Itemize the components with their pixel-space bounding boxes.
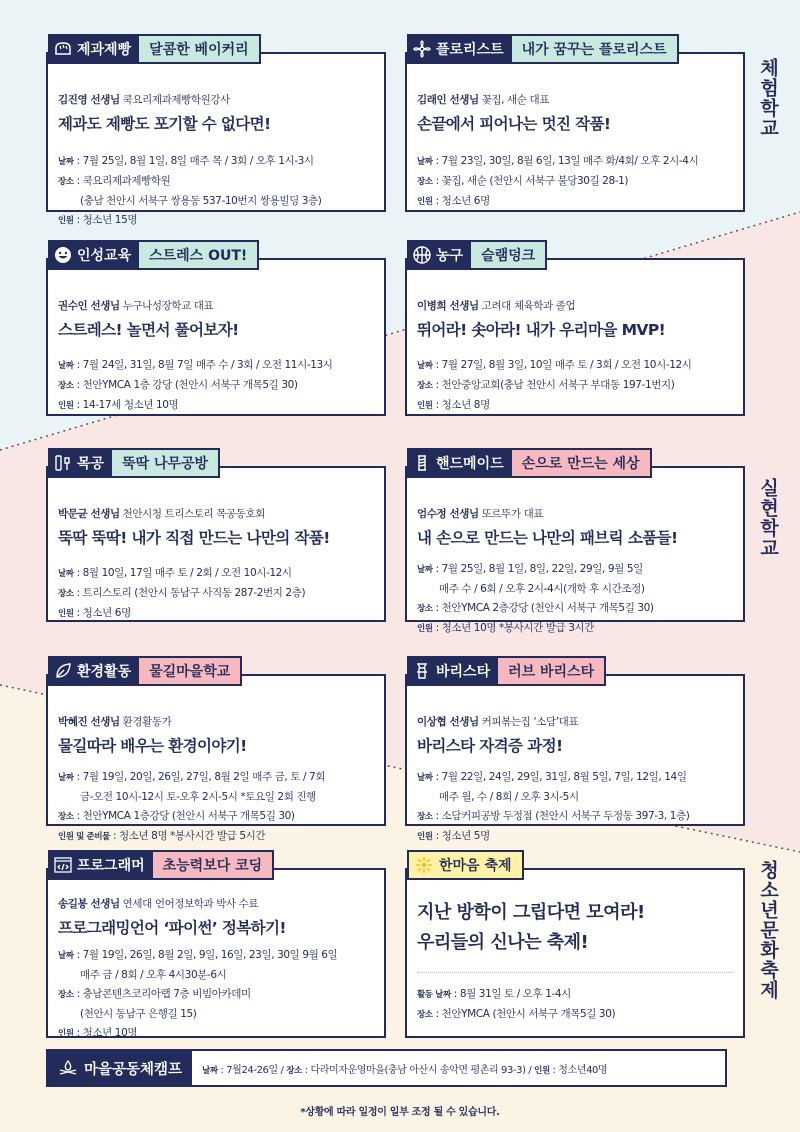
card-headline: 바리스타 자격증 과정! bbox=[417, 737, 563, 755]
card-tab bbox=[48, 34, 261, 64]
card-headline: 제과도 제빵도 포기할 수 없다면! bbox=[58, 115, 271, 133]
campfire-icon bbox=[58, 1059, 78, 1077]
camp-place: 다라미자운영마을(충남 아산시 송악면 평촌리 93-3) bbox=[310, 1064, 526, 1076]
card-people: 청소년 6명 bbox=[82, 607, 131, 619]
coffee-grinder-icon bbox=[413, 662, 431, 680]
card-date: 7월 25일, 8월 1일, 8일, 22일, 29일, 9월 5일 bbox=[441, 563, 643, 575]
instructor-name: 김래인 선생님 bbox=[417, 94, 479, 106]
program-card-character-education: 인성교육 스트레스 OUT! 권수인 선생님 누구나성장학교 대표 스트레스! 놀면서 풀어보자! 날짜 : 7월 24일, 31일, 8월 7일 매주 수 / 3회 / 오전 11시-13시 장소 : 천안YMCA 1층 강당 (천안시 서북구 개목5길 30) 인원 : 14-17세 청소년 10명 bbox=[46, 258, 386, 416]
festival-tab bbox=[407, 850, 524, 880]
card-category: 인성교육 bbox=[77, 248, 132, 264]
side-label-youth-festival: 청소년문화축제 bbox=[757, 860, 779, 1000]
card-title: 스트레스 OUT! bbox=[139, 240, 259, 270]
instructor-name: 권수인 선생님 bbox=[58, 300, 120, 312]
place-label: 장소 bbox=[58, 381, 74, 391]
instructor-name: 이병희 선생님 bbox=[417, 300, 479, 312]
card-date: 7월 23일, 30일, 8월 6일, 13일 매주 화/4회/ 오후 2시-4시 bbox=[441, 155, 699, 167]
camp-people: 청소년40명 bbox=[558, 1064, 608, 1076]
date-label: 날짜 bbox=[417, 773, 433, 783]
card-category: 환경활동 bbox=[77, 664, 132, 680]
program-card-handmade: 핸드메이드 손으로 만드는 세상 엄수정 선생님 또르뚜가 대표 내 손으로 만드는 나만의 패브릭 소품들! 날짜 : 7월 25일, 8월 1일, 8일, 22일, 29일, 9월 5일 매주 수 / 6회 / 오후 2시-4시(개학 후 시간조정) 장소 : 천안YMCA 2층강당 (천안시 서북구 개목5길 30) 인원 : 청소년 10명 *봉사시간 발급 3시간 bbox=[405, 466, 745, 622]
card-tab bbox=[407, 34, 679, 64]
card-title: 러브 바리스타 bbox=[498, 656, 606, 686]
people-label: 인원 bbox=[534, 1065, 550, 1076]
date-label: 날짜 bbox=[58, 569, 74, 579]
camp-date: 7월24-26일 bbox=[226, 1064, 278, 1076]
date-label: 날짜 bbox=[58, 157, 74, 167]
card-tab bbox=[48, 850, 274, 880]
people-label: 인원 bbox=[58, 1029, 74, 1039]
festival-headline-1: 지난 방학이 그립다면 모여라! bbox=[417, 902, 645, 923]
card-headline: 손끝에서 피어나는 멋진 작품! bbox=[417, 115, 611, 133]
place-label: 장소 bbox=[58, 812, 74, 822]
card-date: 7월 19일, 26일, 8월 2일, 9일, 16일, 23일, 30일 9월 6일 bbox=[82, 949, 338, 961]
date-label: 날짜 bbox=[417, 565, 433, 575]
card-category: 핸드메이드 bbox=[436, 456, 504, 472]
program-card-florist: 플로리스트 내가 꿈꾸는 플로리스트 김래인 선생님 꽃집, 새순 대표 손끝에서 피어나는 멋진 작품! 날짜 : 7월 23일, 30일, 8월 6일, 13일 매주 화/4회/ 오후 2시-4시 장소 : 꽃집, 새순 (천안시 서북구 불당30길 28-1) 인원 : 청소년 6명 bbox=[405, 52, 745, 212]
card-people: 청소년 5명 bbox=[441, 830, 490, 842]
place-label: 장소 bbox=[417, 381, 433, 391]
card-date: 8월 10일, 17일 매주 토 / 2회 / 오전 10시-12시 bbox=[82, 567, 292, 579]
card-title: 슬램덩크 bbox=[471, 240, 547, 270]
place-label: 장소 bbox=[58, 177, 74, 187]
card-people: 청소년 10명 bbox=[82, 1027, 138, 1039]
card-headline: 뛰어라! 솟아라! 내가 우리마을 MVP! bbox=[417, 321, 666, 339]
side-label-experience: 체험학교 bbox=[757, 58, 779, 138]
instructor-affiliation: 커피볶는집 ‘소담’대표 bbox=[481, 716, 579, 728]
wood-tools-icon bbox=[54, 454, 72, 472]
card-tab bbox=[48, 448, 220, 478]
card-category: 플로리스트 bbox=[436, 42, 504, 58]
date-label: 날짜 bbox=[58, 361, 74, 371]
card-people: 청소년 10명 *봉사시간 발급 3시간 bbox=[441, 622, 594, 634]
card-headline: 물길따라 배우는 환경이야기! bbox=[58, 737, 247, 755]
card-place-detail: (충남 천안시 서북구 쌍용동 537-10번지 쌍용빌딩 3층) bbox=[80, 195, 322, 207]
program-card-woodwork: 목공 뚝딱 나무공방 박문균 선생님 천안시청 트리스토리 목공동호회 뚝딱 뚝딱! 내가 직접 만드는 나만의 작품! 날짜 : 8월 10일, 17일 매주 토 / 2회 / 오전 10시-12시 장소 : 트리스토리 (천안시 동남구 사직동 287-2번지 2층) 인원 : 청소년 6명 bbox=[46, 466, 386, 622]
festival-date: 8월 31일 토 / 오후 1-4시 bbox=[459, 988, 571, 1000]
card-headline: 내 손으로 만드는 나만의 패브릭 소품들! bbox=[417, 529, 678, 547]
card-date: 7월 19일, 20일, 26일, 27일, 8월 2일 매주 금, 토 / 7회 bbox=[82, 771, 326, 783]
instructor-affiliation: 환경활동가 bbox=[122, 716, 172, 728]
card-title: 손으로 만드는 세상 bbox=[512, 448, 652, 478]
card-place: 천안YMCA 1층 강당 (천안시 서북구 개목5길 30) bbox=[82, 379, 298, 391]
people-label: 인원 bbox=[417, 624, 433, 634]
people-label: 인원 bbox=[417, 401, 433, 411]
card-tab bbox=[407, 240, 547, 270]
code-window-icon bbox=[54, 856, 72, 874]
card-category: 프로그래머 bbox=[77, 858, 145, 874]
card-date-detail: 매주 수 / 6회 / 오후 2시-4시(개학 후 시간조정) bbox=[439, 583, 645, 595]
card-place: 쿡요리제과제빵학원 bbox=[82, 175, 171, 187]
camp-title: 마을공동체캠프 bbox=[84, 1061, 183, 1078]
program-card-environment: 환경활동 물길마을학교 박혜진 선생님 환경활동가 물길따라 배우는 환경이야기! 날짜 : 7월 19일, 20일, 26일, 27일, 8월 2일 매주 금, 토 / 7회 금-오전 10시-12시 토-오후 2시-5시 *토요일 2회 진행 장소 : 천안YMCA 1층강당 (천안시 서북구 개목5길 30) 인원 및 준비물 : 청소년 8명 *봉사시간 발급 5시간 bbox=[46, 674, 386, 826]
people-label: 인원 bbox=[417, 832, 433, 842]
smile-icon bbox=[54, 246, 72, 264]
card-tab bbox=[407, 656, 606, 686]
card-date-detail: 매주 월, 수 / 8회 / 오후 3시-5시 bbox=[439, 791, 579, 803]
place-label: 장소 bbox=[58, 589, 74, 599]
card-title: 물길마을학교 bbox=[139, 656, 242, 686]
fest-date-label: 활동 날짜 bbox=[417, 990, 451, 1000]
card-headline: 스트레스! 놀면서 풀어보자! bbox=[58, 321, 239, 339]
place-label: 장소 bbox=[417, 812, 433, 822]
festival-card: 한마음 축제 지난 방학이 그립다면 모여라! 우리들의 신나는 축제! 활동 날짜 : 8월 31일 토 / 오후 1-4시 장소 : 천안YMCA (천안시 서북구 개목5길 30) bbox=[405, 868, 745, 1038]
instructor-name: 엄수정 선생님 bbox=[417, 508, 479, 520]
program-card-barista: 바리스타 러브 바리스타 이상협 선생님 커피볶는집 ‘소담’대표 바리스타 자격증 과정! 날짜 : 7월 22일, 24일, 29일, 31일, 8월 5일, 7일, 12일, 14일 매주 월, 수 / 8회 / 오후 3시-5시 장소 : 소담커피공방 두정점 (천안시 서북구 두정동 397-3, 1층) 인원 : 청소년 5명 bbox=[405, 674, 745, 826]
card-date: 7월 25일, 8월 1일, 8일 매주 목 / 3회 / 오후 1시-3시 bbox=[82, 155, 314, 167]
card-tab bbox=[48, 240, 259, 270]
card-title: 초능력보다 코딩 bbox=[153, 850, 275, 880]
card-place: 소담커피공방 두정점 (천안시 서북구 두정동 397-3, 1층) bbox=[441, 810, 690, 822]
flower-icon bbox=[413, 40, 431, 58]
instructor-affiliation: 연세대 언어정보학과 박사 수료 bbox=[122, 898, 259, 910]
instructor-affiliation: 누구나성장학교 대표 bbox=[122, 300, 214, 312]
card-tab bbox=[48, 656, 242, 686]
card-category: 목공 bbox=[77, 456, 105, 472]
card-date-detail: 매주 금 / 8회 / 오후 4시30분-6시 bbox=[80, 969, 227, 981]
bread-icon bbox=[54, 40, 72, 58]
festival-title-box bbox=[407, 850, 524, 880]
card-place: 충남콘텐츠코리아랩 7층 비빔아카데미 bbox=[82, 988, 251, 1000]
people-label: 인원 bbox=[58, 401, 74, 411]
instructor-affiliation: 천안시청 트리스토리 목공동호회 bbox=[122, 508, 265, 520]
card-tab bbox=[407, 448, 652, 478]
card-people: 청소년 15명 bbox=[82, 214, 138, 226]
thread-spool-icon bbox=[413, 454, 431, 472]
date-label: 날짜 bbox=[58, 951, 74, 961]
card-people: 청소년 8명 bbox=[441, 399, 490, 411]
date-label: 날짜 bbox=[417, 361, 433, 371]
place-label: 장소 bbox=[58, 990, 74, 1000]
card-date: 7월 22일, 24일, 29일, 31일, 8월 5일, 7일, 12일, 14일 bbox=[441, 771, 687, 783]
date-label: 날짜 bbox=[417, 157, 433, 167]
date-label: 날짜 bbox=[58, 773, 74, 783]
schedule-notice: *상황에 따라 일정이 일부 조정 될 수 있습니다. bbox=[300, 1107, 500, 1118]
card-date-detail: 금-오전 10시-12시 토-오후 2시-5시 *토요일 2회 진행 bbox=[80, 791, 316, 803]
festival-headline-2: 우리들의 신나는 축제! bbox=[417, 932, 589, 953]
instructor-affiliation: 쿡요리제과제빵학원강사 bbox=[122, 94, 230, 106]
festival-place: 천안YMCA (천안시 서북구 개목5길 30) bbox=[441, 1008, 616, 1020]
place-label: 장소 bbox=[417, 604, 433, 614]
program-card-basketball: 농구 슬램덩크 이병희 선생님 고려대 체육학과 졸업 뛰어라! 솟아라! 내가 우리마을 MVP! 날짜 : 7월 27일, 8월 3일, 10일 매주 토 / 3회 / 오전 10시-12시 장소 : 천안중앙교회(충남 천안시 서북구 부대동 197-1번지) 인원 : 청소년 8명 bbox=[405, 258, 745, 416]
program-card-bakery: 제과제빵 달콤한 베이커리 김진영 선생님 쿡요리제과제빵학원강사 제과도 제빵도 포기할 수 없다면! 날짜 : 7월 25일, 8월 1일, 8일 매주 목 / 3회 / 오후 1시-3시 장소 : 쿡요리제과제빵학원 (충남 천안시 서북구 쌍용동 537-10번지 쌍용빌딩 3층) 인원 : 청소년 15명 bbox=[46, 52, 386, 212]
place-label: 장소 bbox=[286, 1065, 302, 1076]
people-label: 인원 bbox=[417, 197, 433, 207]
date-label: 날짜 bbox=[202, 1065, 218, 1076]
card-people: 청소년 8명 *봉사시간 발급 5시간 bbox=[119, 830, 266, 842]
card-people: 14-17세 청소년 10명 bbox=[82, 399, 179, 411]
instructor-name: 송길봉 선생님 bbox=[58, 898, 120, 910]
instructor-name: 박혜진 선생님 bbox=[58, 716, 120, 728]
card-place: 트리스토리 (천안시 동남구 사직동 287-2번지 2층) bbox=[82, 587, 306, 599]
festival-title: 한마음 축제 bbox=[439, 858, 512, 874]
people-label: 인원 bbox=[58, 216, 74, 226]
divider bbox=[417, 972, 733, 973]
card-place: 천안YMCA 2층강당 (천안시 서북구 개목5길 30) bbox=[441, 602, 654, 614]
place-label: 장소 bbox=[417, 1010, 433, 1020]
instructor-affiliation: 꽃집, 새순 대표 bbox=[481, 94, 549, 106]
people-label: 인원 bbox=[58, 609, 74, 619]
program-card-programmer: 프로그래머 초능력보다 코딩 송길봉 선생님 연세대 언어정보학과 박사 수료 프로그래밍언어 ‘파이썬’ 정복하기! 날짜 : 7월 19일, 26일, 8월 2일, 9일, 16일, 23일, 30일 9월 6일 매주 금 / 8회 / 오후 4시30분-6시 장소 : 충남콘텐츠코리아랩 7층 비빔아카데미 (천안시 동남구 은행길 15) 인원 : 청소년 10명 bbox=[46, 868, 386, 1038]
card-place: 천안중앙교회(충남 천안시 서북구 부대동 197-1번지) bbox=[441, 379, 675, 391]
basketball-icon bbox=[413, 246, 431, 264]
sparkle-icon bbox=[415, 856, 433, 874]
instructor-name: 이상협 선생님 bbox=[417, 716, 479, 728]
card-headline: 뚝딱 뚝딱! 내가 직접 만드는 나만의 작품! bbox=[58, 529, 330, 547]
card-place-detail: (천안시 동남구 은행길 15) bbox=[80, 1008, 197, 1020]
card-place: 꽃집, 새순 (천안시 서북구 불당30길 28-1) bbox=[441, 175, 629, 187]
card-headline: 프로그래밍언어 ‘파이썬’ 정복하기! bbox=[58, 919, 286, 937]
card-title: 달콤한 베이커리 bbox=[139, 34, 261, 64]
card-category: 제과제빵 bbox=[77, 42, 132, 58]
card-place: 천안YMCA 1층강당 (천안시 서북구 개목5길 30) bbox=[82, 810, 295, 822]
people-supplies-label: 인원 및 준비물 bbox=[58, 832, 110, 842]
card-date: 7월 27일, 8월 3일, 10일 매주 토 / 3회 / 오전 10시-12시 bbox=[441, 359, 692, 371]
card-category: 바리스타 bbox=[436, 664, 491, 680]
camp-bar: 마을공동체캠프 날짜 : 7월24-26일 / 장소 : 다라미자운영마을(충남 아산시 송악면 평촌리 93-3) / 인원 : 청소년40명 bbox=[46, 1049, 727, 1087]
instructor-affiliation: 또르뚜가 대표 bbox=[481, 508, 544, 520]
card-title: 뚝딱 나무공방 bbox=[112, 448, 220, 478]
instructor-name: 김진영 선생님 bbox=[58, 94, 120, 106]
leaf-icon bbox=[54, 662, 72, 680]
instructor-name: 박문균 선생님 bbox=[58, 508, 120, 520]
place-label: 장소 bbox=[417, 177, 433, 187]
card-date: 7월 24일, 31일, 8월 7일 매주 수 / 3회 / 오전 11시-13시 bbox=[82, 359, 333, 371]
card-title: 내가 꿈꾸는 플로리스트 bbox=[512, 34, 679, 64]
instructor-affiliation: 고려대 체육학과 졸업 bbox=[481, 300, 576, 312]
card-category: 농구 bbox=[436, 248, 464, 264]
side-label-realization: 실현학교 bbox=[757, 478, 779, 558]
card-people: 청소년 6명 bbox=[441, 195, 490, 207]
